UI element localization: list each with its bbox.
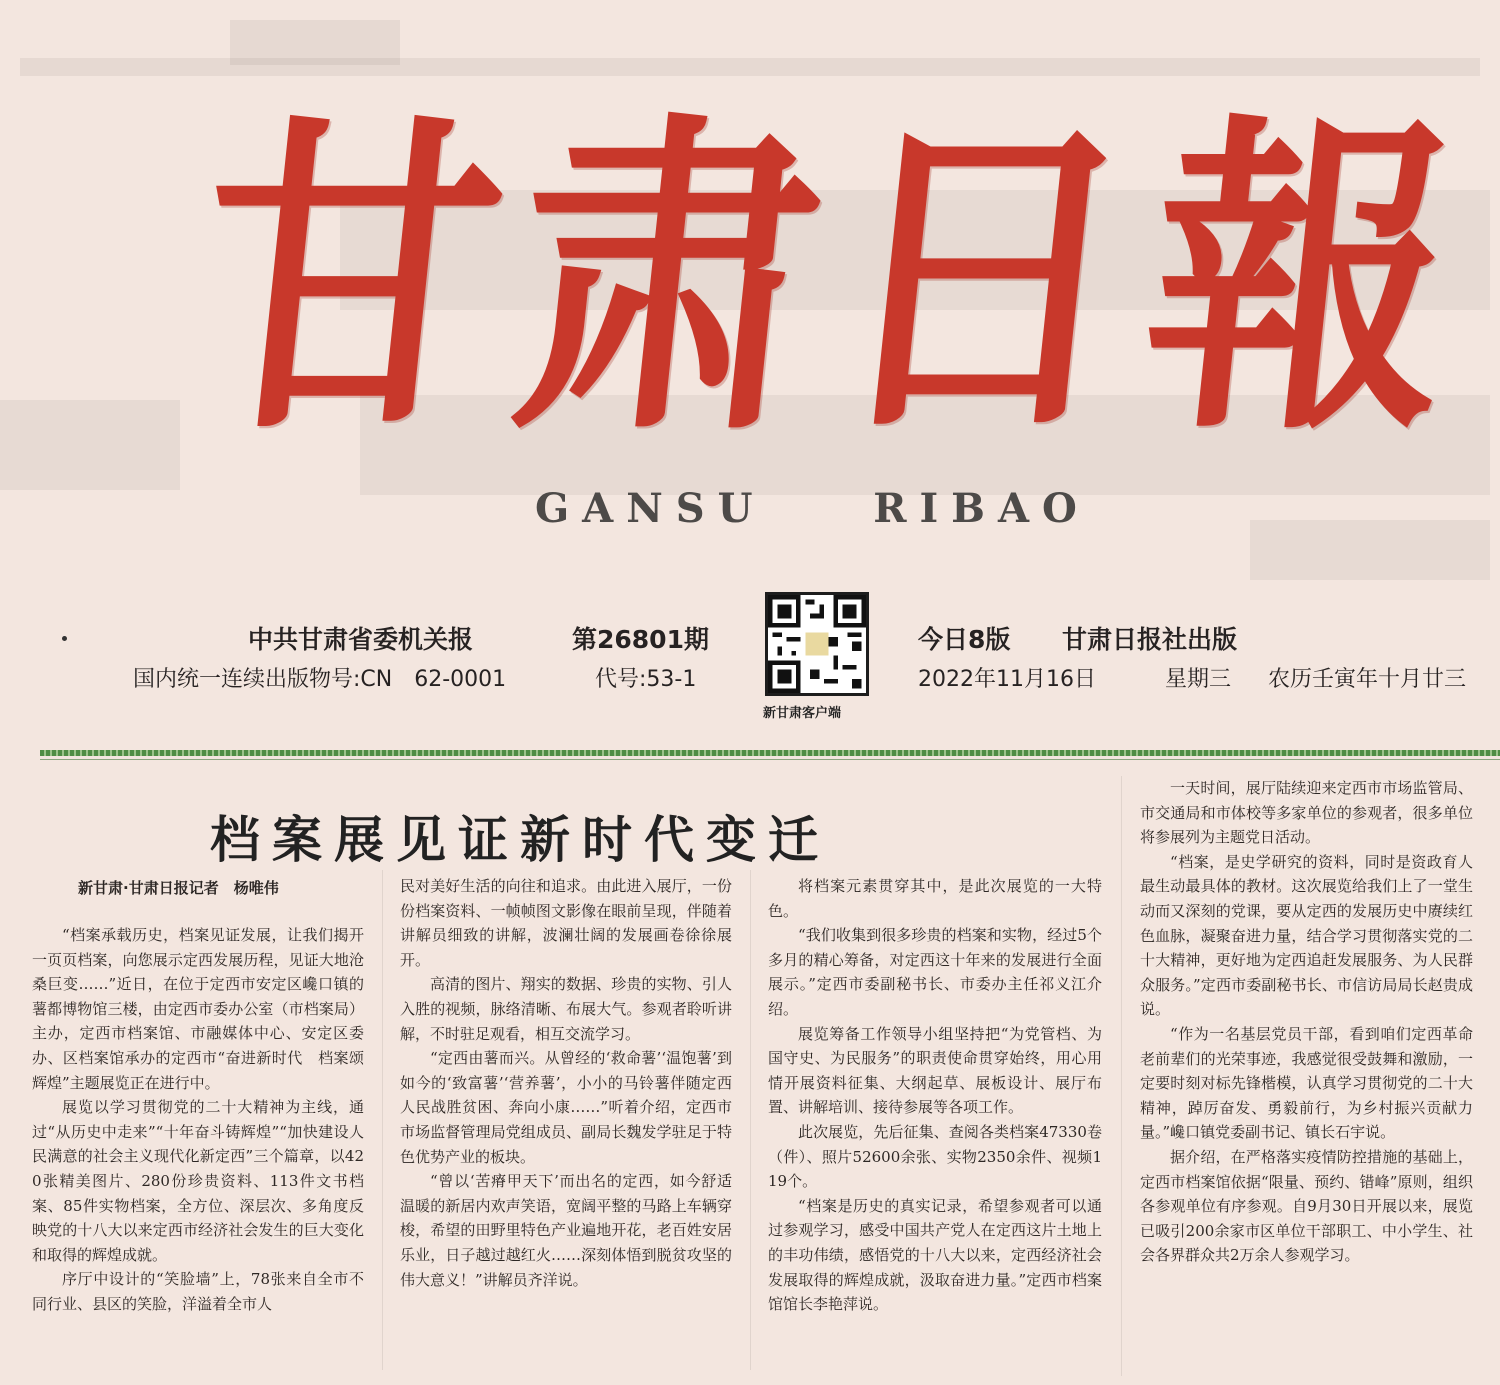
pages-today: 今日8版 bbox=[918, 625, 1011, 654]
paragraph: 将档案元素贯穿其中，是此次展览的一大特色。 bbox=[768, 877, 1102, 920]
qr-code[interactable] bbox=[765, 592, 869, 696]
paragraph: “档案承载历史，档案见证发展，让我们揭开一页页档案，向您展示定西发展历程，见证大地沧桑巨变……”近日，在位于定西市安定区巉口镇的薯都博物馆三楼，由定西市委办公室（市档案局）主办，定西市档案馆、市融媒体中心、安定区委办、区档案馆承办的定西市“奋进新时代 档案颂辉煌”主题展览正在进行中。 bbox=[32, 926, 364, 1092]
article-column-1 bbox=[32, 923, 364, 1317]
paragraph: “档案，是史学研究的资料，同时是资政育人最生动最具体的教材。这次展览给我们上了一堂生动而又深刻的党课，要从定西的发展历史中赓续红色血脉，凝聚奋进力量，结合学习贯彻落实党的二十大精神，更好地为定西追赶发展服务、为人民群众服务。”定西市委副秘书长、市信访局局长赵贵成说。 bbox=[1140, 852, 1473, 1019]
article-column-3 bbox=[768, 874, 1102, 1317]
paragraph: “定西由薯而兴。从曾经的‘救命薯’‘温饱薯’到如今的‘致富薯’‘营养薯’，小小的马铃薯伴随定西人民战胜贫困、奔向小康……”听着介绍，定西市市场监督管理局党组成员、副局长魏发学驻足于特色优势产业的板块。 bbox=[400, 1049, 732, 1166]
masthead-divider-thin bbox=[40, 759, 1500, 760]
paragraph: “档案是历史的真实记录，希望参观者可以通过参观学习，感受中国共产党人在定西这片土地上的丰功伟绩，感悟党的十八大以来，定西经济社会发展取得的辉煌成就，汲取奋进力量。”定西市档案馆馆长李艳萍说。 bbox=[768, 1196, 1102, 1314]
postal-code: 代号:53-1 bbox=[595, 667, 697, 692]
issue-number: 第26801期 bbox=[572, 625, 709, 654]
paragraph: 展览筹备工作领导小组坚持把“为党管档、为国守史、为民服务”的职责使命贯穿始终，用心用情开展资料征集、大纲起草、展板设计、展厅布置、讲解培训、接待参展等各项工作。 bbox=[768, 1024, 1102, 1117]
paragraph: 展览以学习贯彻党的二十大精神为主线，通过“从历史中走来”“十年奋斗铸辉煌”“加快建设人民满意的社会主义现代化新定西”三个篇章，以420张精美图片、280份珍贵资料、113件文书档案、85件实物档案，全方位、深层次、多角度反映党的十八大以来定西市经济社会发生的巨大变化和取得的辉煌成就。 bbox=[32, 1098, 364, 1264]
masthead-char-2: 肃 bbox=[496, 85, 838, 474]
article-column-4 bbox=[1140, 776, 1473, 1268]
masthead-char-3: 日 bbox=[812, 85, 1154, 474]
qr-caption: 新甘肃客户端 bbox=[763, 706, 842, 721]
article-headline: 档案展见证新时代变迁 bbox=[210, 810, 830, 869]
column-divider bbox=[1121, 776, 1122, 1376]
paragraph: “曾以‘苦瘠甲天下’而出名的定西，如今舒适温暖的新居内欢声笑语，宽阔平整的马路上车辆穿梭，希望的田野里特色产业遍地开花，老百姓安居乐业，日子越过越红火……深刻体悟到脱贫攻坚的伟大意义！”讲解员齐洋说。 bbox=[400, 1172, 732, 1289]
masthead-char-4: 報 bbox=[1129, 85, 1471, 474]
party-organ-label: 中共甘肃省委机关报 bbox=[248, 625, 474, 654]
lunar-date: 农历壬寅年十月廿三 bbox=[1268, 667, 1467, 692]
paragraph: 序厅中设计的“笑脸墙”上，78张来自全市不同行业、县区的笑脸，洋溢着全市人 bbox=[32, 1270, 364, 1313]
masthead-pinyin: GANSU RIBAO bbox=[535, 485, 1090, 532]
article-column-2 bbox=[400, 874, 732, 1292]
paragraph: 民对美好生活的向往和追求。由此进入展厅，一份份档案资料、一帧帧图文影像在眼前呈现，伴随着讲解员细致的讲解，波澜壮阔的发展画卷徐徐展开。 bbox=[400, 877, 732, 969]
paragraph: 此次展览，先后征集、查阅各类档案47330卷（件）、照片52600余张、实物2350余件、视频119个。 bbox=[768, 1122, 1102, 1191]
column-divider bbox=[382, 870, 383, 1370]
paragraph: 据介绍，在严格落实疫情防控措施的基础上，定西市档案馆依据“限量、预约、错峰”原则，组织各参观单位有序参观。自9月30日开展以来，展览已吸引200余家市区单位干部职工、中小学生、社会各界群众共2万余人参观学习。 bbox=[1140, 1147, 1473, 1265]
bullet-dot bbox=[62, 636, 67, 641]
paragraph: “作为一名基层党员干部，看到咱们定西革命老前辈们的光荣事迹，我感觉很受鼓舞和激励，一定要时刻对标先锋楷模，认真学习贯彻党的二十大精神，踔厉奋发、勇毅前行，为乡村振兴贡献力量。”巉口镇党委副书记、镇长石宇说。 bbox=[1140, 1024, 1473, 1142]
cn-number: 国内统一连续出版物号:CN 62-0001 bbox=[133, 667, 507, 692]
article-byline: 新甘肃·甘肃日报记者 杨唯伟 bbox=[78, 879, 279, 897]
weekday: 星期三 bbox=[1165, 667, 1232, 692]
issue-date: 2022年11月16日 bbox=[918, 667, 1096, 692]
publisher: 甘肃日报社出版 bbox=[1062, 625, 1238, 654]
paragraph: “我们收集到很多珍贵的档案和实物，经过5个多月的精心筹备，对定西这十年来的发展进行全面展示。”定西市委副秘书长、市委办主任祁义江介绍。 bbox=[768, 926, 1102, 1018]
masthead-title bbox=[179, 70, 1471, 490]
column-divider bbox=[750, 870, 751, 1370]
masthead-char-1: 甘 bbox=[179, 85, 521, 474]
paragraph: 高清的图片、翔实的数据、珍贵的实物、引人入胜的视频，脉络清晰、布展大气。参观者聆听讲解，不时驻足观看，相互交流学习。 bbox=[400, 975, 732, 1043]
paragraph: 一天时间，展厅陆续迎来定西市市场监管局、市交通局和市体校等多家单位的参观者，很多单位将参展列为主题党日活动。 bbox=[1140, 779, 1473, 847]
masthead-divider bbox=[40, 750, 1500, 756]
